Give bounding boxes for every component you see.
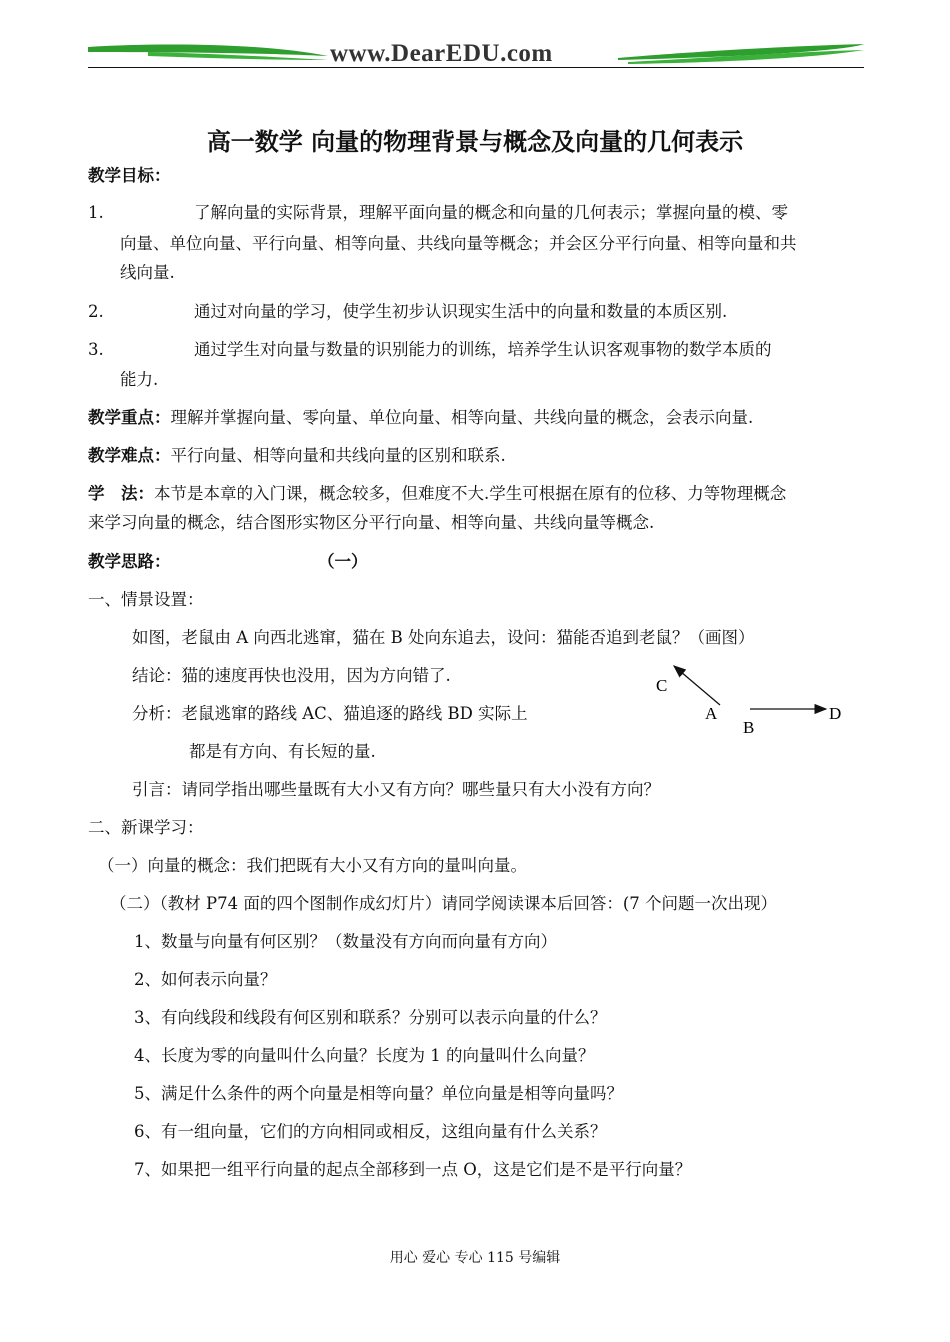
key-points-text: 理解并掌握向量、零向量、单位向量、相等向量、共线向量的概念，会表示向量. [170,408,754,427]
goal-3-line-2: 能力. [120,370,159,389]
question-2: 2、如何表示向量？ [134,970,277,989]
goals-label: 教学目标： [88,166,171,185]
ideas-label: 教学思路： [88,552,171,571]
site-logo: www.DearEDU.com [330,40,553,67]
section2-heading: 二、新课学习： [88,818,204,837]
page-footer: 用心 爱心 专心 115 号编辑 [389,1250,561,1266]
section1-line-4: 都是有方向、有长短的量. [189,742,376,761]
section1-heading: 一、情景设置： [88,590,204,609]
page-title: 高一数学 向量的物理背景与概念及向量的几何表示 [206,127,744,156]
question-5: 5、满足什么条件的两个向量是相等向量？单位向量是相等向量吗？ [134,1084,623,1103]
method-line-1 [88,484,786,504]
method-text-1: 本节是本章的入门课，概念较多，但难度不大.学生可根据在原有的位移、力等物理概念 [154,484,787,503]
section2-intro: （二）（教材 P74 面的四个图制作成幻灯片）请同学阅读课本后回答：(7 个问题一次出现） [110,894,778,913]
key-points-label: 教学重点： [88,408,171,427]
goal-2-line-1: 通过对向量的学习，使学生初步认识现实生活中的向量和数量的本质区别. [194,302,728,321]
goal-1-line-2: 向量、单位向量、平行向量、相等向量、共线向量等概念；并会区分平行向量、相等向量和共 [120,234,797,253]
point-c-label: C [656,676,668,695]
point-b-label: B [743,718,755,737]
difficulties-text: 平行向量、相等向量和共线向量的区别和联系. [170,446,506,465]
question-1: 1、数量与向量有何区别？（数量没有方向而向量有方向） [134,932,557,951]
question-3: 3、有向线段和线段有何区别和联系？分别可以表示向量的什么？ [134,1008,607,1027]
question-6: 6、有一组向量，它们的方向相同或相反，这组向量有什么关系？ [134,1122,607,1141]
point-a-label: A [705,704,718,723]
key-points [88,408,753,428]
goal-2-number: 2. [88,302,104,321]
goal-3-line-1: 通过学生对向量与数量的识别能力的训练，培养学生认识客观事物的数学本质的 [194,340,772,359]
section1-line-2: 结论：猫的速度再快也没用，因为方向错了. [132,666,451,685]
section1-line-1: 如图，老鼠由 A 向西北逃窜，猫在 B 处向东追去，设问：猫能否追到老鼠？（画图） [132,628,755,647]
ideas-part: （一） [318,552,368,571]
difficulties-label: 教学难点： [88,446,171,465]
goal-3-number: 3. [88,340,104,359]
method-line-2: 来学习向量的概念，结合图形实物区分平行向量、相等向量、共线向量等概念. [88,513,655,532]
section2-concept: （一）向量的概念：我们把既有大小又有方向的量叫向量。 [98,856,527,875]
vector-diagram [640,655,860,745]
method-label: 学 法： [88,484,154,503]
section1-line-5: 引言：请同学指出哪些量既有大小又有方向？哪些量只有大小没有方向？ [132,780,660,799]
header-rule [88,67,864,68]
question-4: 4、长度为零的向量叫什么向量？长度为 1 的向量叫什么向量？ [134,1046,595,1065]
vector-ac [674,666,720,705]
goal-1-number: 1. [88,203,104,222]
difficulties [88,446,506,466]
question-7: 7、如果把一组平行向量的起点全部移到一点 O，这是它们是不是平行向量？ [134,1160,692,1179]
goal-1-line-3: 线向量. [120,263,175,282]
point-d-label: D [829,704,842,723]
section1-line-3: 分析：老鼠逃窜的路线 AC、猫追逐的路线 BD 实际上 [132,704,528,723]
goal-1-line-1: 了解向量的实际背景，理解平面向量的概念和向量的几何表示；掌握向量的模、零 [194,203,788,222]
